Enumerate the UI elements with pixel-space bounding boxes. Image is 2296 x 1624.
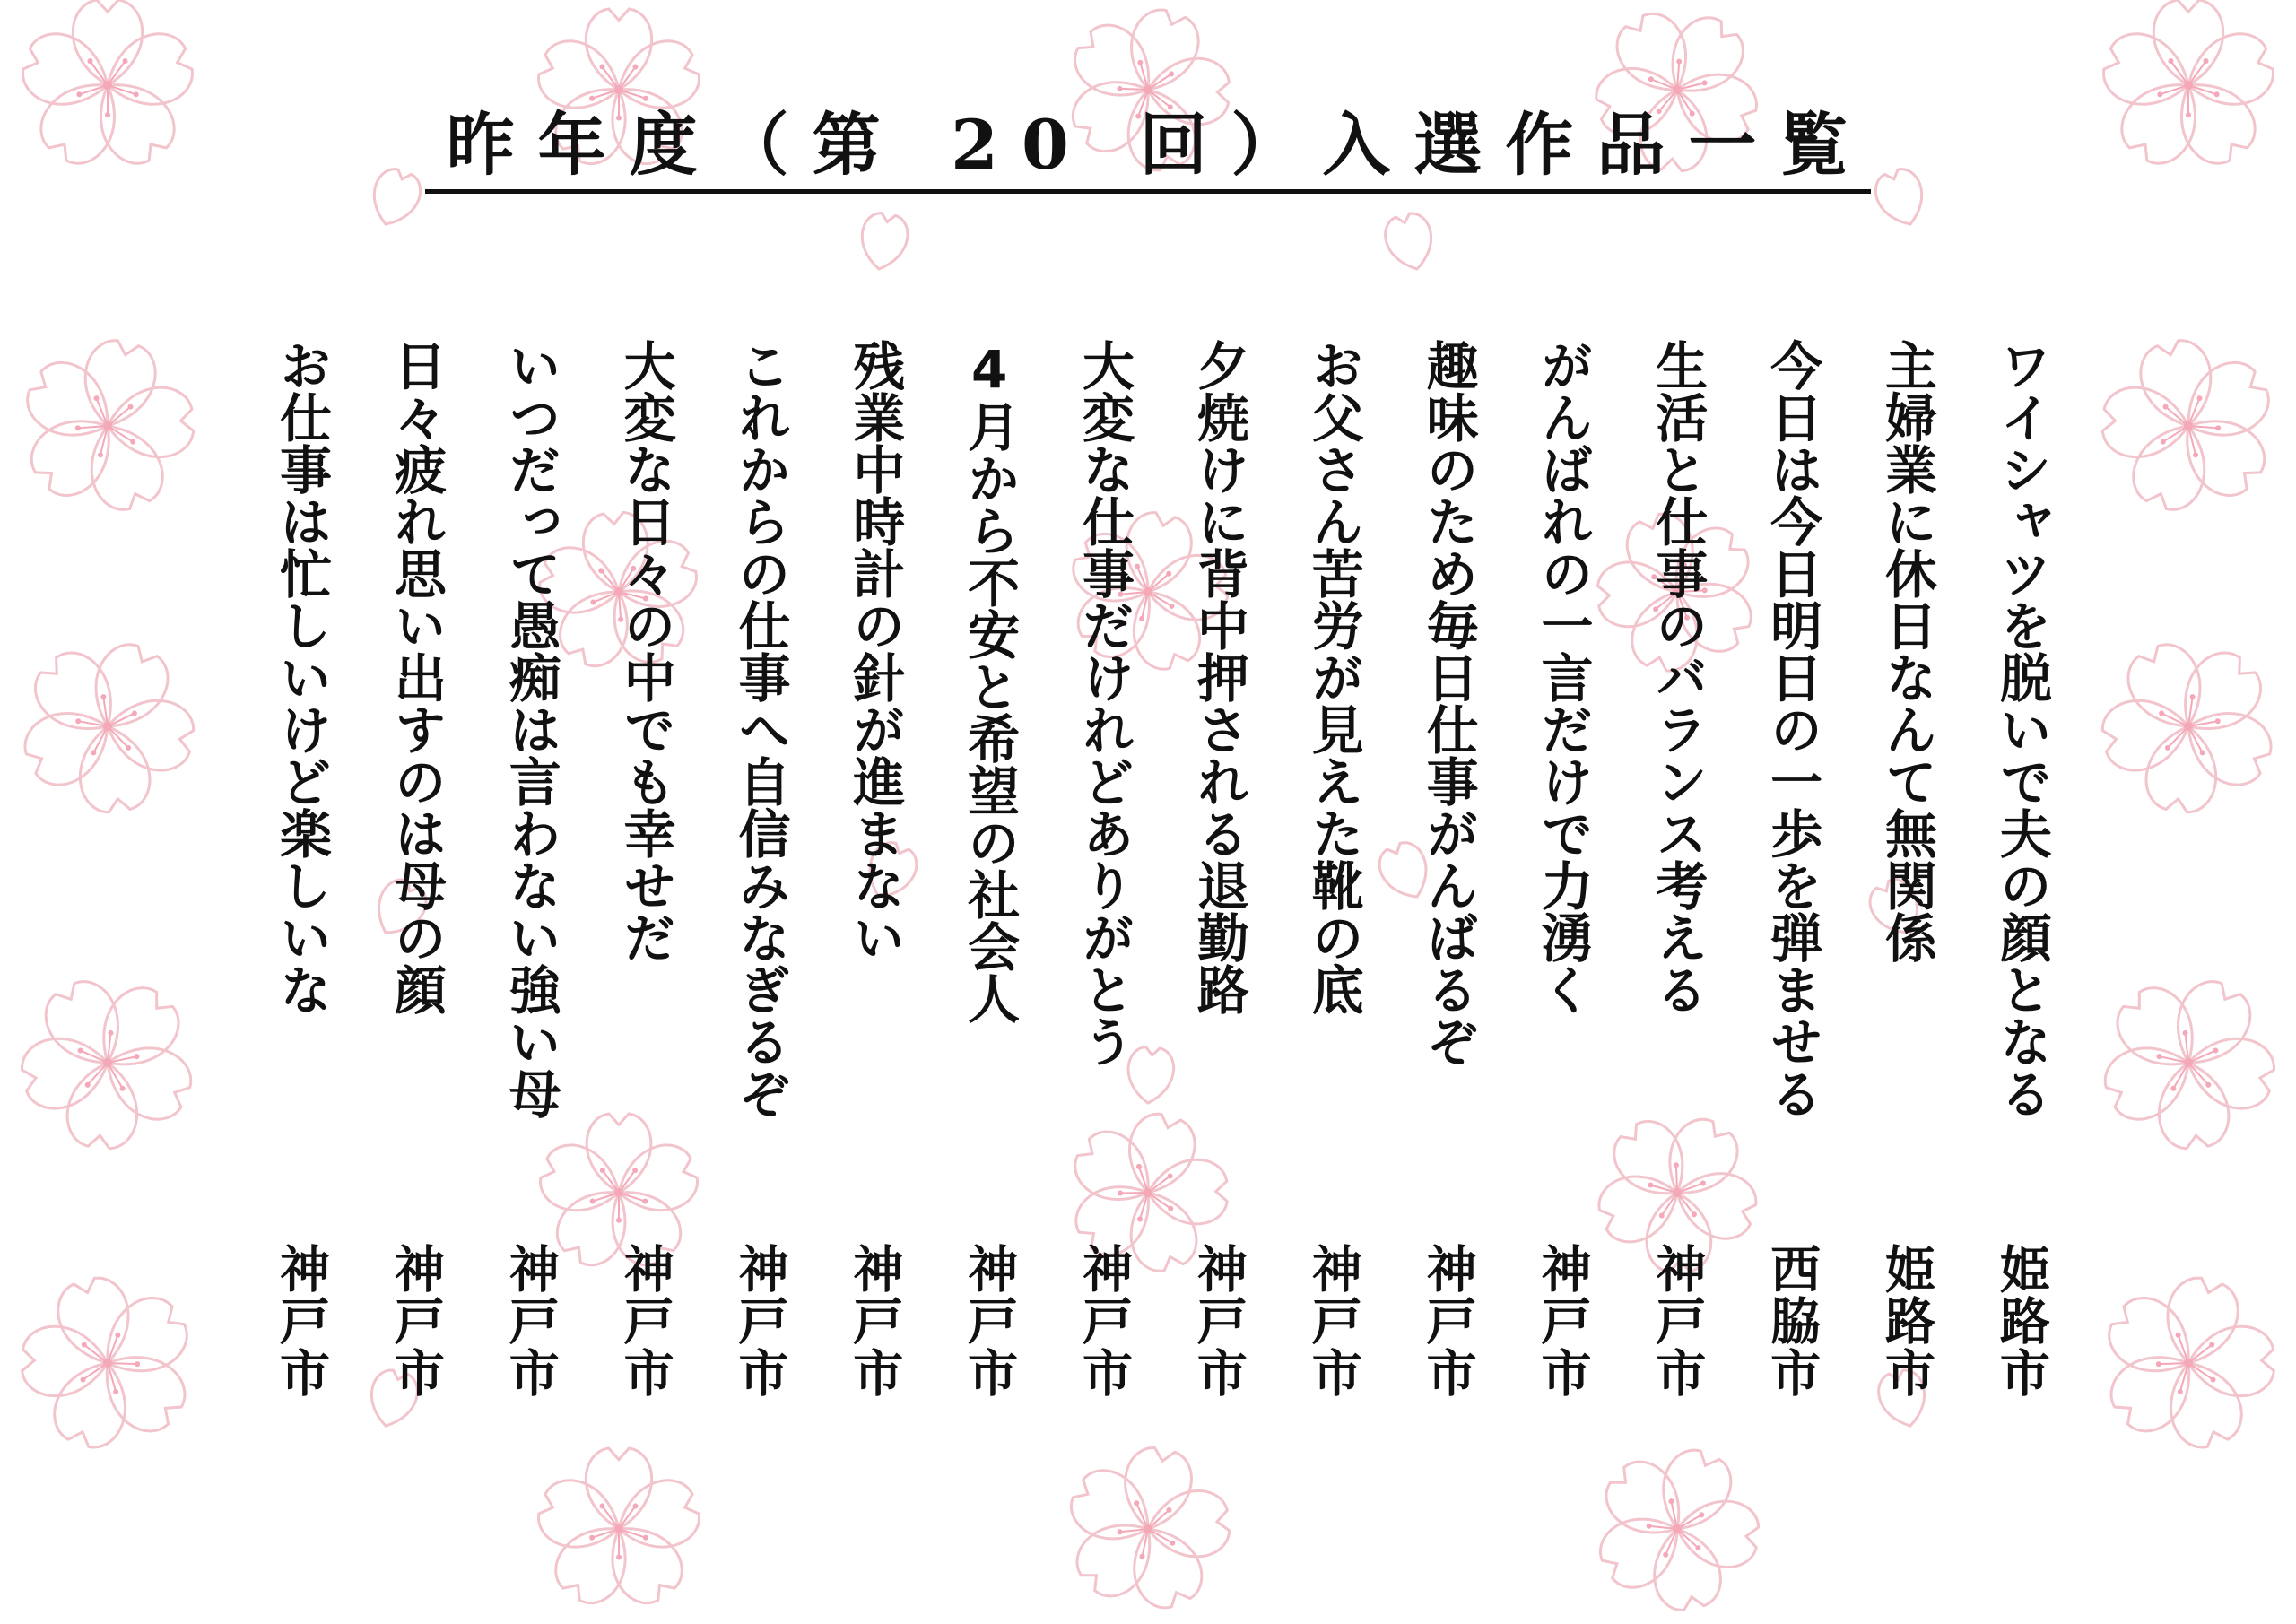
cherry-blossom-icon xyxy=(2079,321,2296,534)
poem-text: いつだって愚痴は言わない強い母 xyxy=(500,339,561,1119)
poem-entry xyxy=(957,339,1022,1505)
cherry-blossom-icon xyxy=(2066,1239,2296,1489)
poem-text: お仕事は忙しいけど楽しいな xyxy=(271,339,332,1015)
poem-entry xyxy=(1989,339,2054,1505)
cherry-blossom-icon xyxy=(0,321,217,534)
poem-city: 神戸市 xyxy=(1648,1243,1708,1399)
poem-entry xyxy=(1301,339,1366,1505)
poem-text: 主婦業に休日なんて無関係 xyxy=(1876,339,1938,963)
poem-entry xyxy=(1416,339,1481,1505)
poem-text: 今日は今日明日の一歩を弾ませる xyxy=(1761,339,1823,1119)
poem-text: これからの仕事へ自信みなぎるぞ xyxy=(729,339,791,1119)
poem-entry xyxy=(1530,339,1595,1505)
poem-entry xyxy=(499,339,563,1505)
poem-city: 姫路市 xyxy=(1877,1243,1937,1399)
poem-entry xyxy=(1645,339,1709,1505)
poem-city: 神戸市 xyxy=(845,1243,905,1399)
poem-city: 神戸市 xyxy=(386,1243,446,1399)
poem-entry xyxy=(269,339,334,1505)
poem-city: 神戸市 xyxy=(1074,1243,1135,1399)
poem-entry xyxy=(1874,339,1939,1505)
poem-city: 神戸市 xyxy=(1188,1243,1248,1399)
poem-entry xyxy=(1187,339,1251,1505)
petal-icon xyxy=(857,211,911,274)
poem-city: 姫路市 xyxy=(1991,1243,2051,1399)
cherry-blossom-icon xyxy=(2063,938,2296,1191)
poem-text: 大変な日々の中でも幸せだ xyxy=(614,339,676,963)
page-title-wrap xyxy=(0,106,2296,194)
poem-city: 神戸市 xyxy=(272,1243,331,1399)
poem-text: 夕焼けに背中押される退勤路 xyxy=(1187,339,1249,1015)
poem-city: 神戸市 xyxy=(1303,1243,1363,1399)
poem-entry xyxy=(1072,339,1136,1505)
poem-entry xyxy=(1760,339,1824,1505)
poem-text: がんばれの一言だけで力湧く xyxy=(1532,339,1594,1015)
poem-city: 神戸市 xyxy=(500,1243,561,1399)
poem-entry xyxy=(384,339,448,1505)
poem-text: 趣味のため毎日仕事がんばるぞ xyxy=(1417,339,1479,1067)
poem-text: お父さん苦労が見えた靴の底 xyxy=(1302,339,1364,1015)
poem-entry xyxy=(613,339,678,1505)
poem-text: ワイシャツを脱いで夫の顔となる xyxy=(1990,339,2052,1119)
poem-city: 神戸市 xyxy=(960,1243,1020,1399)
cherry-blossom-icon xyxy=(0,608,229,848)
poem-entry xyxy=(842,339,907,1505)
poem-city: 神戸市 xyxy=(730,1243,790,1399)
page-title: 昨年度（第 20 回）入選作品一覧 xyxy=(425,106,1872,194)
petal-icon xyxy=(1381,210,1439,275)
poem-text: 残業中時計の針が進まない xyxy=(844,339,906,963)
poem-text: 大変な仕事だけれどありがとう xyxy=(1074,339,1135,1067)
cherry-blossom-icon xyxy=(0,1239,230,1489)
cherry-blossom-icon xyxy=(0,938,233,1191)
poem-list xyxy=(269,339,2054,1505)
poem-text: 生活と仕事のバランス考える xyxy=(1647,339,1709,1015)
poem-text: 日々疲れ思い出すのは母の顔 xyxy=(385,339,447,1015)
poem-text: 4月から不安と希望の社会人 xyxy=(959,339,1021,1024)
poem-entry xyxy=(727,339,792,1505)
poem-city: 西脇市 xyxy=(1762,1243,1822,1399)
cherry-blossom-icon xyxy=(2067,608,2296,848)
poem-city: 神戸市 xyxy=(1418,1243,1478,1399)
poem-city: 神戸市 xyxy=(1533,1243,1593,1399)
poem-city: 神戸市 xyxy=(615,1243,675,1399)
